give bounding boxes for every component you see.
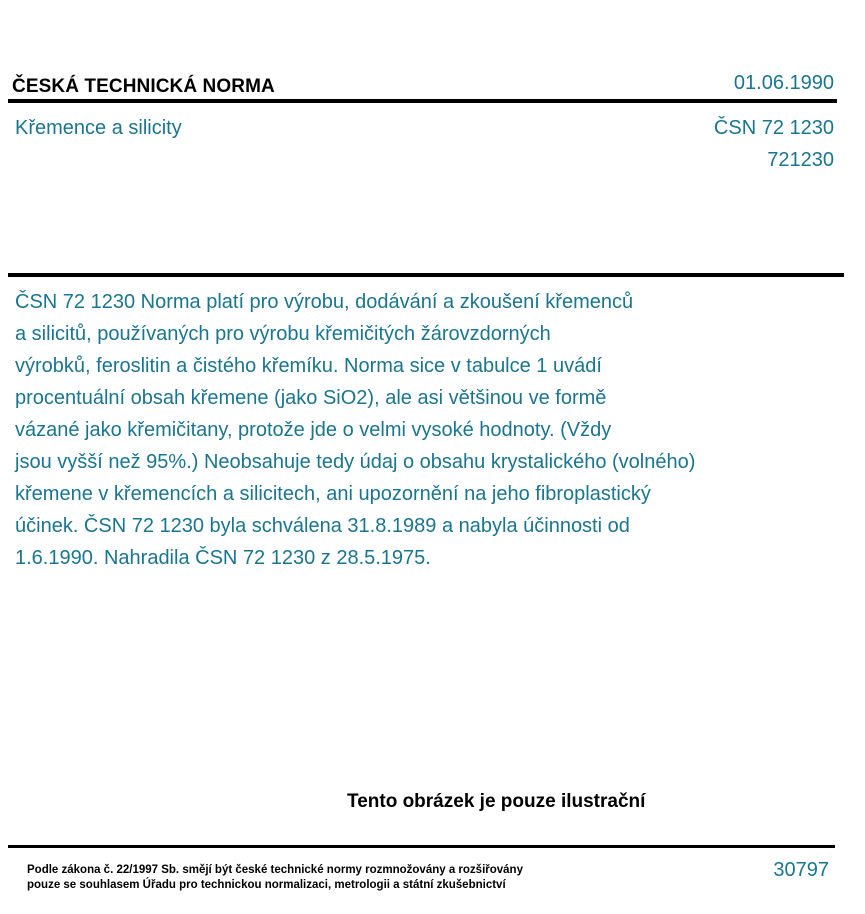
description-line: a silicitů, používaných pro výrobu křemičitých žárovzdorných [15, 323, 551, 345]
description-line: křemene v křemencích a silicitech, ani upozornění na jeho fibroplastický [15, 483, 651, 505]
top-divider [8, 99, 837, 103]
standard-code: ČSN 72 1230 [713, 117, 834, 139]
issue-date: 01.06.1990 [733, 72, 834, 94]
description-line: ČSN 72 1230 Norma platí pro výrobu, dodávání a zkoušení křemenců [15, 291, 634, 313]
description-line: jsou vyšší než 95%.) Neobsahuje tedy údaj o obsahu krystalického (volného) [15, 451, 696, 473]
standard-number: 721230 [767, 149, 834, 171]
description-line: vázané jako křemičitany, protože jde o velmi vysoké hodnoty. (Vždy [15, 419, 612, 441]
document-id: 30797 [773, 859, 829, 881]
description-line: výrobků, feroslitin a čistého křemíku. Norma sice v tabulce 1 uvádí [15, 355, 602, 377]
legal-notice [27, 863, 523, 893]
legal-line: Podle zákona č. 22/1997 Sb. smějí být české technické normy rozmnožovány a rozšiřovány [27, 864, 523, 876]
description-line: 1.6.1990. Nahradila ČSN 72 1230 z 28.5.1975. [15, 547, 431, 569]
description-line: procentuální obsah křemene (jako SiO2), ale asi většinou ve formě [15, 387, 607, 409]
middle-divider [8, 273, 844, 277]
standard-description [15, 286, 695, 574]
bottom-divider [8, 845, 835, 848]
description-line: účinek. ČSN 72 1230 byla schválena 31.8.1989 a nabyla účinnosti od [15, 515, 630, 537]
legal-line: pouze se souhlasem Úřadu pro technickou normalizaci, metrologii a státní zkušebnictví [27, 879, 506, 891]
document-title: ČESKÁ TECHNICKÁ NORMA [12, 76, 275, 97]
standard-subject: Křemence a silicity [15, 117, 182, 139]
illustrative-notice: Tento obrázek je pouze ilustrační [347, 791, 646, 812]
